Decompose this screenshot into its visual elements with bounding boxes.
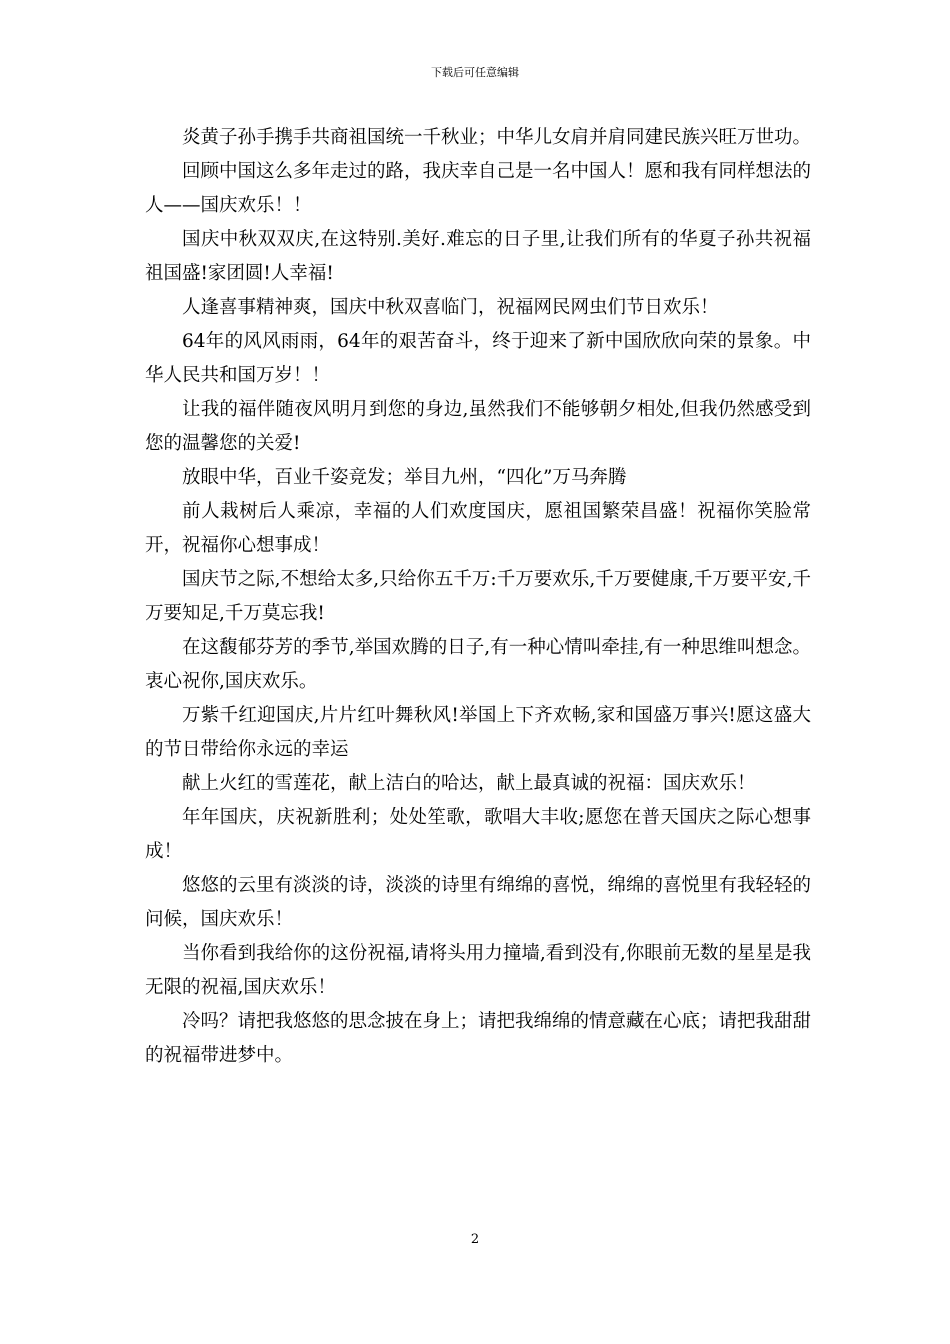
paragraph: 万紫千红迎国庆,片片红叶舞秋风!举国上下齐欢畅,家和国盛万事兴!愿这盛大的节日带给你永远的幸运 [145,705,811,760]
paragraph: 当你看到我给你的这份祝福,请将头用力撞墙,看到没有,你眼前无数的星星是我无限的祝福,国庆欢乐！ [145,943,811,998]
paragraph: 年年国庆，庆祝新胜利；处处笙歌，歌唱大丰收;愿您在普天国庆之际心想事成！ [145,807,811,862]
paragraph: 国庆节之际,不想给太多,只给你五千万:千万要欢乐,千万要健康,千万要平安,千万要知足,千万莫忘我! [145,569,811,624]
paragraph: 在这馥郁芬芳的季节,举国欢腾的日子,有一种心情叫牵挂,有一种思维叫想念。衷心祝你,国庆欢乐。 [145,637,811,692]
paragraph: 国庆中秋双双庆,在这特别.美好.难忘的日子里,让我们所有的华夏子孙共祝福祖国盛!家团圆!人幸福! [145,229,811,284]
paragraph: 回顾中国这么多年走过的路，我庆幸自己是一名中国人！愿和我有同样想法的人——国庆欢乐！！ [145,161,812,216]
paragraph: 悠悠的云里有淡淡的诗，淡淡的诗里有绵绵的喜悦，绵绵的喜悦里有我轻轻的问候，国庆欢乐！ [145,875,812,930]
page-header: 下载后可任意编辑 [431,66,519,79]
page-number: 2 [470,1232,480,1247]
paragraph: 前人栽树后人乘凉，幸福的人们欢度国庆，愿祖国繁荣昌盛！祝福你笑脸常开，祝福你心想事成！ [145,501,811,556]
paragraph: 让我的福伴随夜风明月到您的身边,虽然我们不能够朝夕相处,但我仍然感受到您的温馨您的关爱! [145,399,811,454]
paragraph: 放眼中华，百业千姿竞发；举目九州，“四化”万马奔腾 [182,467,627,488]
paragraph: 献上火红的雪莲花，献上洁白的哈达，献上最真诚的祝福：国庆欢乐！ [182,773,756,794]
paragraph: 64年的风风雨雨，64年的艰苦奋斗，终于迎来了新中国欣欣向荣的景象。中华人民共和国万岁！！ [145,331,811,386]
paragraph: 冷吗？请把我悠悠的思念披在身上；请把我绵绵的情意藏在心底；请把我甜甜的祝福带进梦中。 [145,1011,812,1066]
paragraph: 人逢喜事精神爽，国庆中秋双喜临门，祝福网民网虫们节日欢乐！ [182,297,719,318]
paragraph: 炎黄子孙手携手共商祖国统一千秋业；中华儿女肩并肩同建民族兴旺万世功。 [182,127,812,148]
document-body [145,121,811,1073]
